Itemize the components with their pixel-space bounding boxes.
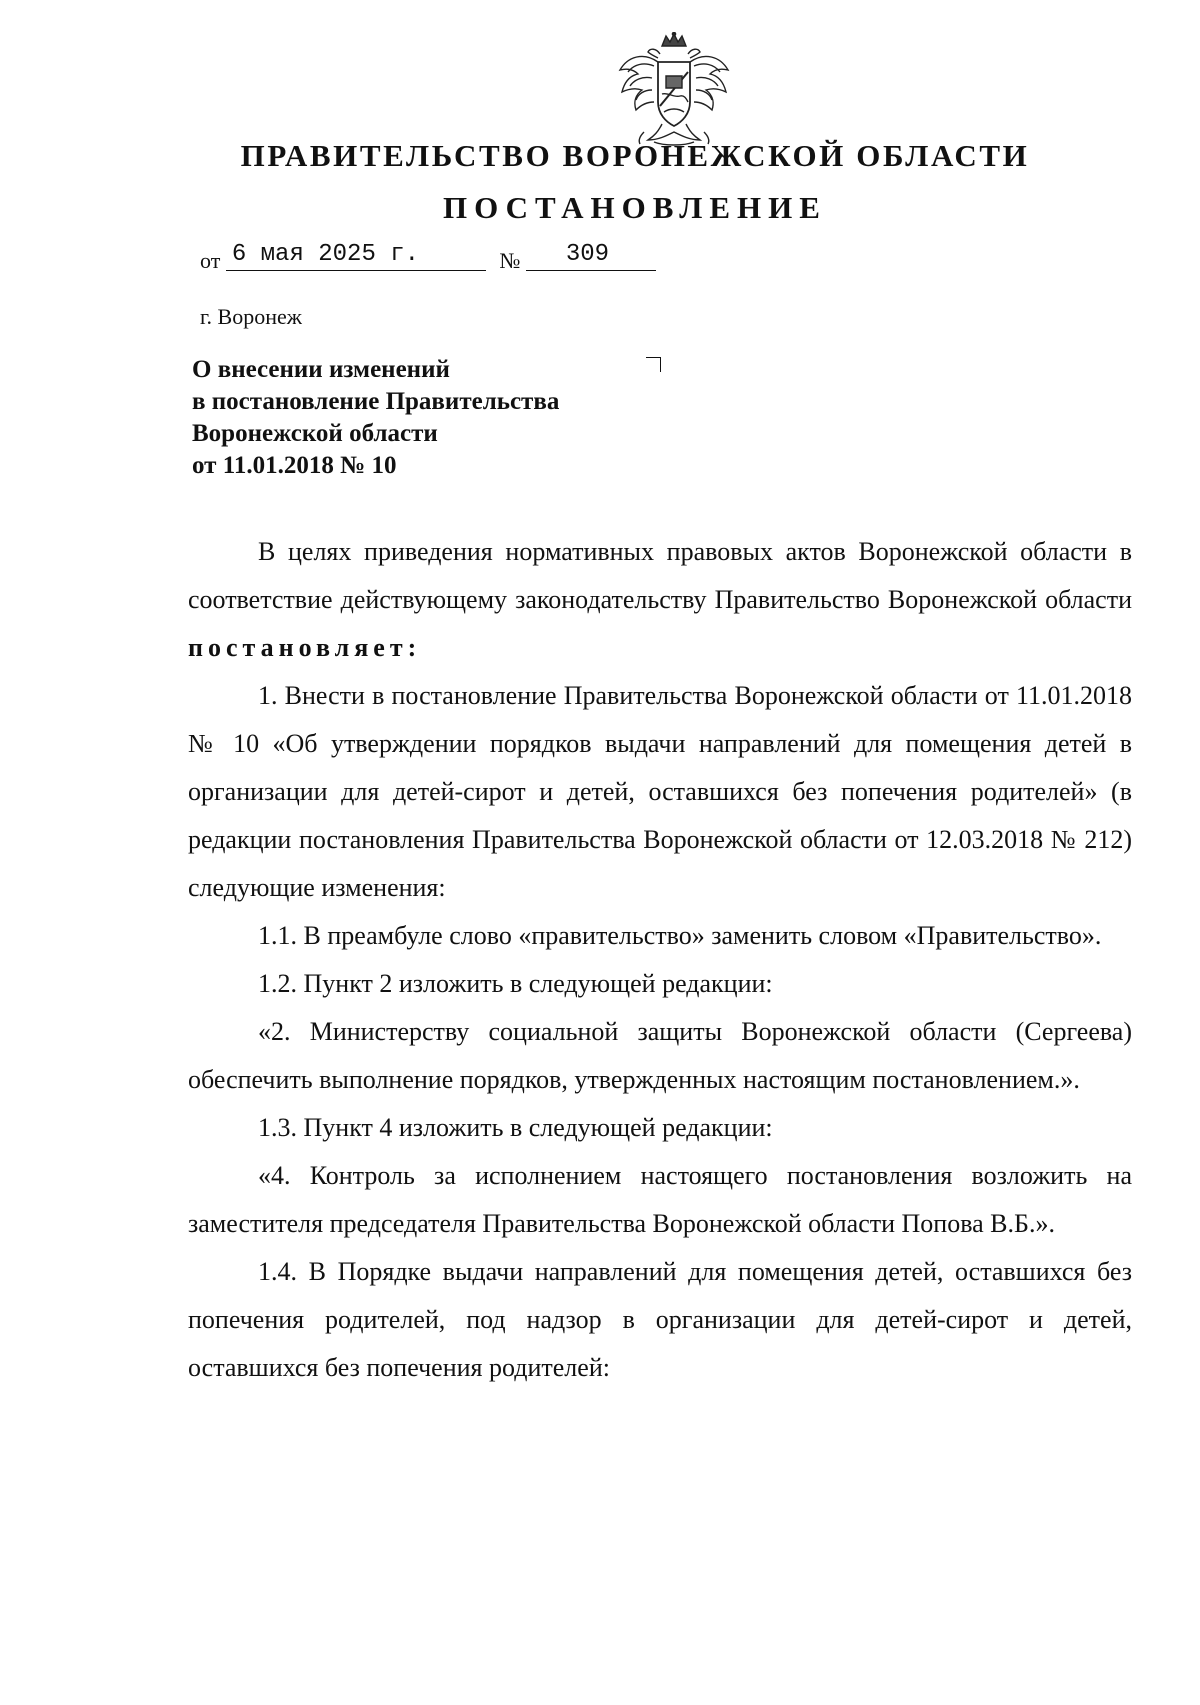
date-label: от	[200, 248, 221, 273]
document-body	[188, 528, 1132, 1392]
subject-heading	[192, 354, 559, 482]
number-value: 309	[526, 241, 656, 271]
item-1-1-paragraph: 1.1. В преамбуле слово «правительство» заменить словом «Правительство».	[258, 921, 1102, 950]
item-1-2-paragraph: 1.2. Пункт 2 изложить в следующей редакции:	[258, 969, 773, 998]
preamble-colon: :	[407, 633, 422, 662]
document-type-title: ПОСТАНОВЛЕНИЕ	[443, 190, 827, 225]
coat-of-arms-emblem	[614, 32, 734, 150]
organization-title: ПРАВИТЕЛЬСТВО ВОРОНЕЖСКОЙ ОБЛАСТИ	[240, 138, 1030, 173]
item-1-4-paragraph: 1.4. В Порядке выдачи направлений для помещения детей, оставшихся без попечения родителей, под надзор в организации для детей-сирот и детей, оставшихся без попечения родителей:	[188, 1257, 1132, 1382]
subject-line: Воронежской области	[192, 420, 438, 447]
preamble-paragraph	[188, 528, 1132, 672]
date-number-line	[200, 241, 656, 279]
subject-line: от 11.01.2018 № 10	[192, 452, 397, 479]
resolves-word: постановляет	[188, 633, 408, 662]
preamble-text: В целях приведения нормативных правовых актов Воронежской области в соответствие действующему законодательству Правительство Воронежской области	[188, 537, 1132, 614]
subject-line: в постановление Правительства	[192, 388, 560, 415]
item-4-quote-paragraph: «4. Контроль за исполнением настоящего постановления возложить на заместителя председателя Правительства Воронежской области Попова В.Б.».	[188, 1161, 1132, 1238]
subject-line: О внесении изменений	[192, 356, 450, 383]
date-value: 6 мая 2025 г.	[226, 241, 486, 271]
item-1-paragraph: 1. Внести в постановление Правительства Воронежской области от 11.01.2018 № 10 «Об утверждении порядков выдачи направлений для помещения детей в организации для детей-сирот и детей, оставшихся без попечения родителей» (в редакции постановления Правительства Воронежской области от 12.03.2018 № 212) следующие изменения:	[188, 681, 1132, 902]
city-line: г. Воронеж	[200, 304, 302, 329]
item-2-quote-paragraph: «2. Министерству социальной защиты Воронежской области (Сергеева) обеспечить выполнение порядков, утвержденных настоящим постановлением.».	[188, 1017, 1132, 1094]
number-label: №	[499, 248, 521, 273]
item-1-3-paragraph: 1.3. Пункт 4 изложить в следующей редакции:	[258, 1113, 773, 1142]
corner-bracket-mark	[646, 357, 661, 372]
